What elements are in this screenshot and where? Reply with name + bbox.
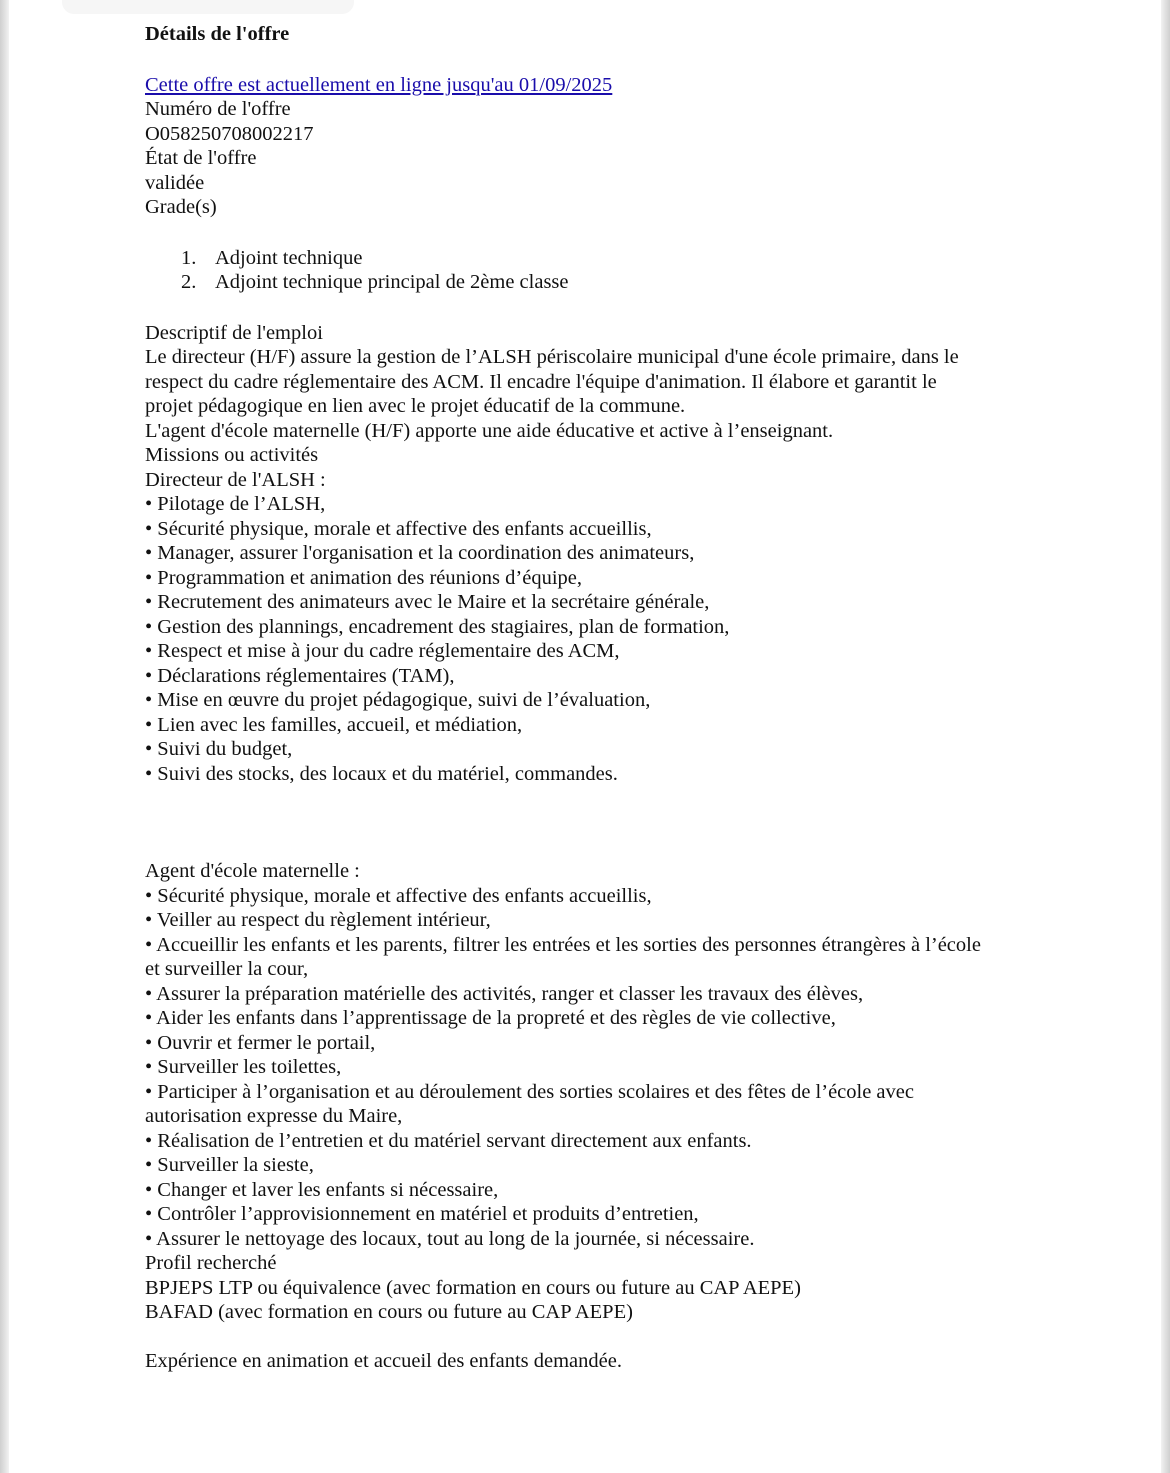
profile-line: BPJEPS LTP ou équivalence (avec formation en cours ou future au CAP AEPE) [145,1276,801,1299]
missions-label: Missions ou activités [145,444,319,466]
list-item: • Programmation et animation des réunions d’équipe, [145,566,583,589]
list-item: • Suivi du budget, [145,738,293,760]
director-missions-list [145,492,1045,786]
list-item: • Gestion des plannings, encadrement des stagiaires, plan de formation, [145,615,730,638]
offer-number-value: O058250708002217 [145,122,314,145]
profile-line: BAFAD (avec formation en cours ou future au CAP AEPE) [145,1301,633,1323]
page-right-edge [1161,0,1170,1473]
online-status-link[interactable]: Cette offre est actuellement en ligne jusqu'au 01/09/2025 [145,73,613,96]
agent-missions-list [145,884,1045,1252]
list-item: • Mise en œuvre du projet pédagogique, suivi de l’évaluation, [145,689,651,711]
list-item: • Déclarations réglementaires (TAM), [145,664,455,687]
list-item: • Surveiller la sieste, [145,1154,314,1176]
list-item: • Assurer le nettoyage des locaux, tout au long de la journée, si nécessaire. [145,1227,755,1250]
section-gap [145,786,1045,859]
list-item: • Recrutement des animateurs avec le Maire et la secrétaire générale, [145,591,710,613]
list-item: • Pilotage de l’ALSH, [145,493,326,515]
list-item: • Manager, assurer l'organisation et la coordination des animateurs, [145,542,695,564]
description-line: Le directeur (H/F) assure la gestion de l’ALSH périscolaire municipal d'une école primaire, dans le [145,346,959,368]
list-item: • Aider les enfants dans l’apprentissage de la propreté et des règles de vie collective, [145,1007,836,1029]
description-line: respect du cadre réglementaire des ACM. Il encadre l'équipe d'animation. Il élabore et garantit le [145,370,937,393]
description-label: Descriptif de l'emploi [145,321,323,344]
grade-item: Adjoint technique principal de 2ème classe [215,271,569,293]
offer-document [145,22,1045,1374]
page-left-edge [0,0,9,1473]
description-line: L'agent d'école maternelle (H/F) apporte une aide éducative et active à l’enseignant. [145,419,834,442]
profile-label: Profil recherché [145,1252,277,1274]
list-item: • Contrôler l’approvisionnement en matériel et produits d’entretien, [145,1203,699,1225]
grade-item: Adjoint technique [215,246,363,269]
list-item: • Assurer la préparation matérielle des activités, ranger et classer les travaux des élèves, [145,982,864,1005]
offer-state-label: État de l'offre [145,147,257,169]
offer-state-value: validée [145,171,205,194]
list-item: • Lien avec les familles, accueil, et médiation, [145,713,523,736]
list-item: • Accueillir les enfants et les parents, filtrer les entrées et les sorties des personnes étrangères à l’école [145,933,981,956]
list-item: • Sécurité physique, morale et affective des enfants accueillis, [145,517,652,540]
offer-number-label: Numéro de l'offre [145,98,291,120]
list-item: • Changer et laver les enfants si nécessaire, [145,1178,499,1201]
top-tab-remnant [62,0,354,14]
grades-label: Grade(s) [145,196,217,218]
list-item: et surveiller la cour, [145,958,309,980]
list-item: • Participer à l’organisation et au déroulement des sorties scolaires et des fêtes de l’école avec [145,1080,914,1103]
experience-line: Expérience en animation et accueil des enfants demandée. [145,1350,622,1372]
list-item: • Veiller au respect du règlement intérieur, [145,909,491,931]
grades-list [145,246,1045,295]
list-item: • Sécurité physique, morale et affective des enfants accueillis, [145,884,652,907]
list-item: • Suivi des stocks, des locaux et du matériel, commandes. [145,762,618,785]
list-item: • Ouvrir et fermer le portail, [145,1031,376,1054]
agent-heading: Agent d'école maternelle : [145,860,360,882]
list-item: • Respect et mise à jour du cadre réglementaire des ACM, [145,640,620,662]
list-item: • Réalisation de l’entretien et du matériel servant directement aux enfants. [145,1129,752,1152]
page-title: Détails de l'offre [145,23,290,45]
list-item: autorisation expresse du Maire, [145,1105,403,1127]
section-gap [145,1325,1045,1350]
director-heading: Directeur de l'ALSH : [145,468,326,491]
list-item: • Surveiller les toilettes, [145,1056,342,1078]
description-line: projet pédagogique en lien avec le projet éducatif de la commune. [145,395,686,417]
